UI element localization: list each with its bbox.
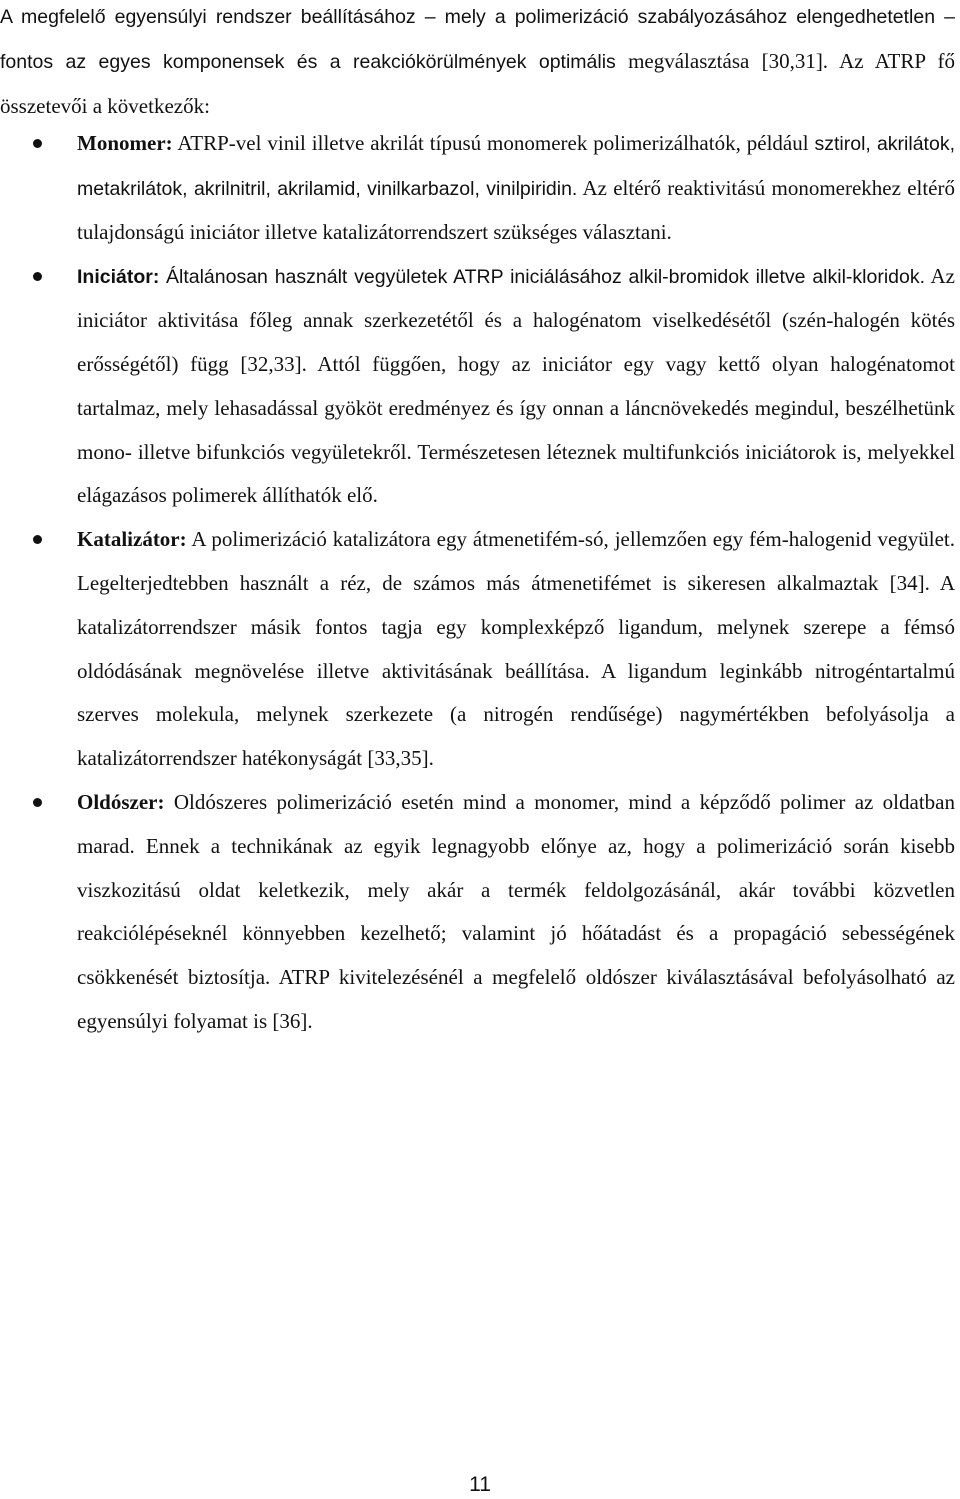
- page-number: 11: [469, 1473, 491, 1496]
- list-item-initiator: [0, 255, 955, 519]
- bullet-icon: [33, 798, 42, 807]
- item-text: Az iniciátor aktivitása főleg annak szerkezetétől és a halogénatom viselkedésétől (szén-halogén kötés erősségétől) függ [32,33]. Attól függően, hogy az iniciátor egy vagy kettő olyan halogénatomot tartalmaz, mely lehasadással gyököt eredményez és így onnan a láncnövekedés megindul, beszélhetünk mono- illetve bifunkciós vegyületekről. Természetesen léteznek multifunkciós iniciátorok is, melyekkel elágazásos polimerek állíthatók elő.: [77, 263, 955, 508]
- item-term: Iniciátor:: [77, 265, 160, 288]
- item-term: Katalizátor:: [77, 527, 187, 552]
- list-item-monomer: [0, 122, 955, 255]
- intro-text: megválasztása [30,31]. Az ATRP fő összetevői a következők:: [0, 49, 956, 118]
- list-item-catalyst: [0, 518, 955, 781]
- bullet-icon: [33, 535, 42, 544]
- item-text-sans: sztirol, akrilátok, metakrilátok, akrilnitril, akrilamid, vinilkarbazol, vinilpiridin.: [77, 133, 955, 200]
- item-text: Az eltérő reaktivitású monomerekhez eltérő tulajdonságú iniciátor illetve katalizátorrendszert szükséges választani.: [77, 175, 956, 244]
- list-item-solvent: [0, 781, 955, 1044]
- item-text: A polimerizáció katalizátora egy átmenetifém-só, jellemzően egy fém-halogenid vegyület. Legelterjedtebben használt a réz, de számos más átmenetifémet is sikeresen alkalmaztak [34]. A katalizátorrendszer másik fontos tagja egy komplexképző ligandum, melynek szerepe a fémsó oldódásának megnövelése illetve aktivitásának beállítása. A ligandum leginkább nitrogéntartalmú szerves molekula, melynek szerkezete (a nitrogén rendűsége) nagymértékben befolyásolja a katalizátorrendszer hatékonyságát [33,35].: [77, 527, 956, 771]
- item-text-sans: Általánosan használt vegyületek ATRP iniciálásához alkil-bromidok illetve alkil-kloridok.: [165, 265, 926, 288]
- bullet-icon: [33, 139, 42, 148]
- item-text: Oldószeres polimerizáció esetén mind a monomer, mind a képződő polimer az oldatban marad. Ennek a technikának az egyik legnagyobb előnye az, hogy a polimerizáció során kisebb viszkozitású oldat keletkezik, mely akár a termék feldolgozásánál, akár további közvetlen reakciólépéseknél könnyebben kezelhető; valamint jó hőátadást és a propagáció sebességének csökkenését biztosítja. ATRP kivitelezésénél a megfelelő oldószer kiválasztásával befolyásolható az egyensúlyi folyamat is [36].: [77, 790, 955, 1034]
- item-term: Monomer:: [77, 131, 173, 155]
- item-term: Oldószer:: [77, 790, 165, 815]
- bullet-icon: [33, 272, 42, 281]
- component-list: [0, 122, 960, 1044]
- intro-text-sans: A megfelelő egyensúlyi rendszer beállításához – mely a polimerizáció szabályozásához elengedhetetlen – fontos az egyes komponensek és a reakciókörülmények optimális: [0, 6, 955, 73]
- item-text: ATRP-vel vinil illetve akrilát típusú monomerek polimerizálhatók, például: [177, 131, 809, 155]
- intro-paragraph: [0, 0, 955, 128]
